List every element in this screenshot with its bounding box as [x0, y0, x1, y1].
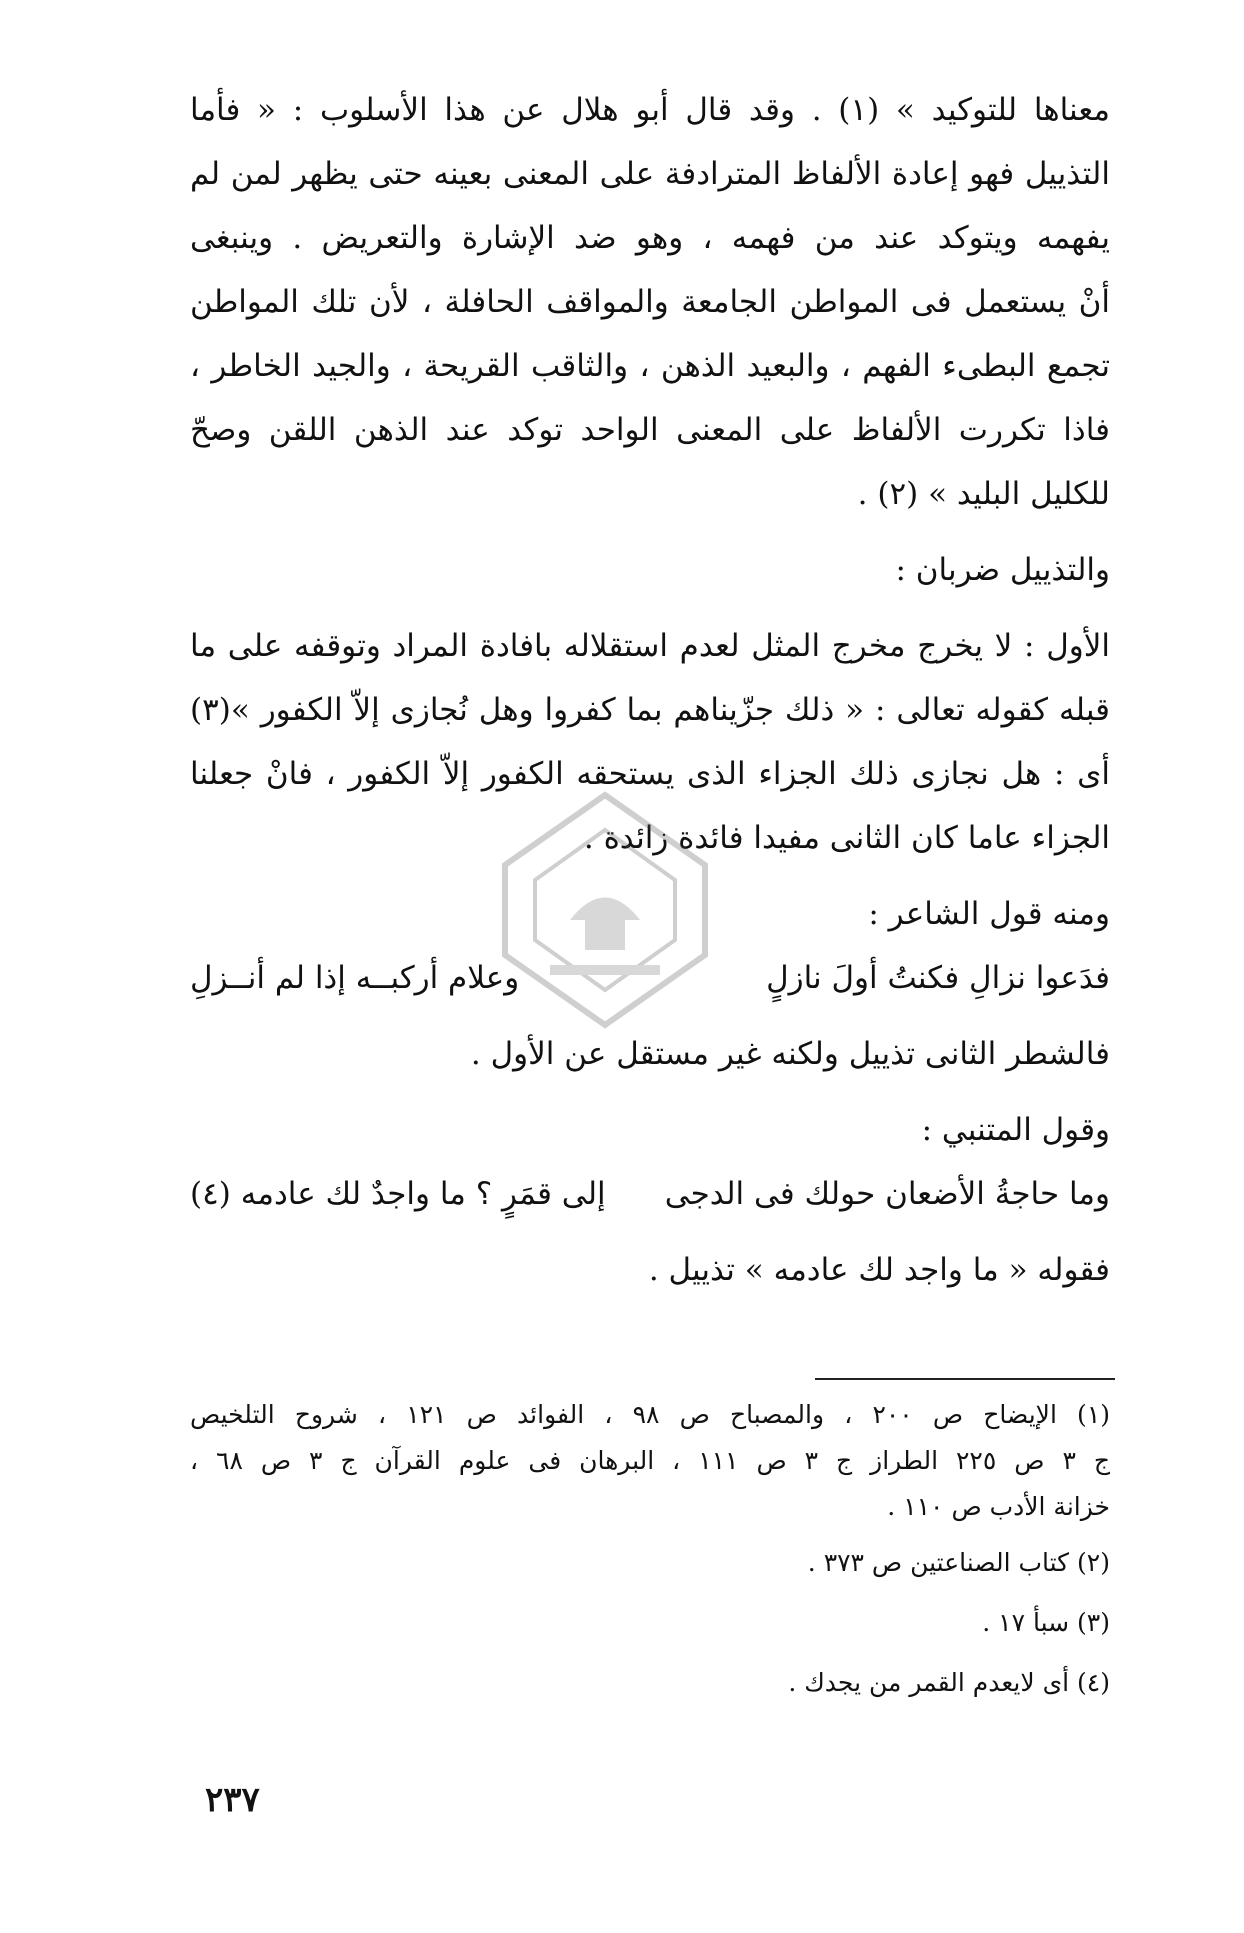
- poet-intro: ومنه قول الشاعر :: [868, 896, 1110, 932]
- footnote-line: (٢) كتاب الصناعتين ص ٣٧٣ .: [807, 1548, 1110, 1577]
- footnote-line: ج ٣ ص ٢٢٥ الطراز ج ٣ ص ١١١ ، البرهان فى علوم القرآن ج ٣ ص ٦٨ ،: [190, 1446, 1110, 1475]
- footnote-separator: [815, 1378, 1115, 1380]
- footnote-4: [190, 1660, 1110, 1706]
- footnote-line: (٣) سبأ ١٧ .: [982, 1608, 1110, 1637]
- first-kind-line: الجزاء عاما كان الثانى مفيدا فائدة زائدة .: [583, 820, 1110, 856]
- body-line: معناها للتوكيد » (١) . وقد قال أبو هلال عن هذا الأسلوب : « فأما: [190, 92, 1110, 128]
- footnote-3: [190, 1600, 1110, 1646]
- verse-1-comment: فالشطر الثانى تذييل ولكنه غير مستقل عن الأول .: [470, 1036, 1110, 1072]
- footnote-2: [190, 1540, 1110, 1586]
- footnote-line: (٤) أى لايعدم القمر من يجدك .: [788, 1668, 1110, 1697]
- body-line: التذييل فهو إعادة الألفاظ المترادفة على المعنى بعينه حتى يظهر لمن لم: [190, 156, 1110, 192]
- library-seal-watermark-icon: [490, 790, 720, 1030]
- footnote-line: خزانة الأدب ص ١١٠ .: [887, 1492, 1110, 1521]
- footnote-line: (١) الإيضاح ص ٢٠٠ ، والمصباح ص ٩٨ ، الفوائد ص ١٢١ ، شروح التلخيص: [190, 1400, 1111, 1429]
- verse-2-first-half: وما حاجةُ الأضعان حولك فى الدجى: [664, 1176, 1110, 1212]
- body-line: للكليل البليد » (٢) .: [857, 476, 1110, 512]
- footnote-1: [190, 1392, 1110, 1530]
- first-kind-line: أى : هل نجازى ذلك الجزاء الذى يستحقه الكفور إلاّ الكفور ، فانْ جعلنا: [190, 756, 1110, 792]
- body-line: يفهمه ويتوكد عند من فهمه ، وهو ضد الإشارة والتعريض . وينبغى: [190, 220, 1110, 256]
- page-number: ٢٣٧: [205, 1780, 260, 1820]
- body-line: تجمع البطىء الفهم ، والبعيد الذهن ، والثاقب القريحة ، والجيد الخاطر ،: [190, 348, 1110, 384]
- first-kind-line: الأول : لا يخرج مخرج المثل لعدم استقلاله بافادة المراد وتوقفه على ما: [190, 628, 1110, 664]
- verse-1-second-half: وعلام أركبــه إذا لم أنــزلِ: [190, 960, 520, 996]
- verse-2-comment: فقوله « ما واجد لك عادمه » تذييل .: [648, 1252, 1110, 1288]
- section-heading: والتذييل ضربان :: [895, 552, 1110, 588]
- verse-2: [190, 1162, 1110, 1226]
- verse-1-first-half: فدَعوا نزالِ فكنتُ أولَ نازلٍ: [766, 960, 1110, 996]
- page-body: [190, 78, 1110, 1302]
- first-kind-line: قبله كقوله تعالى : « ذلك جزّيناهم بما كفروا وهل نُجازى إلاّ الكفور »(٣): [190, 692, 1110, 728]
- body-line: أنْ يستعمل فى المواطن الجامعة والمواقف الحافلة ، لأن تلك المواطن: [190, 284, 1110, 320]
- verse-2-second-half: إلى قمَرٍ ؟ ما واجدٌ لك عادمه (٤): [190, 1176, 606, 1212]
- body-line: فاذا تكررت الألفاظ على المعنى الواحد توكد عند الذهن اللقن وصحّ: [190, 412, 1110, 448]
- mutanabbi-intro: وقول المتنبي :: [921, 1112, 1110, 1148]
